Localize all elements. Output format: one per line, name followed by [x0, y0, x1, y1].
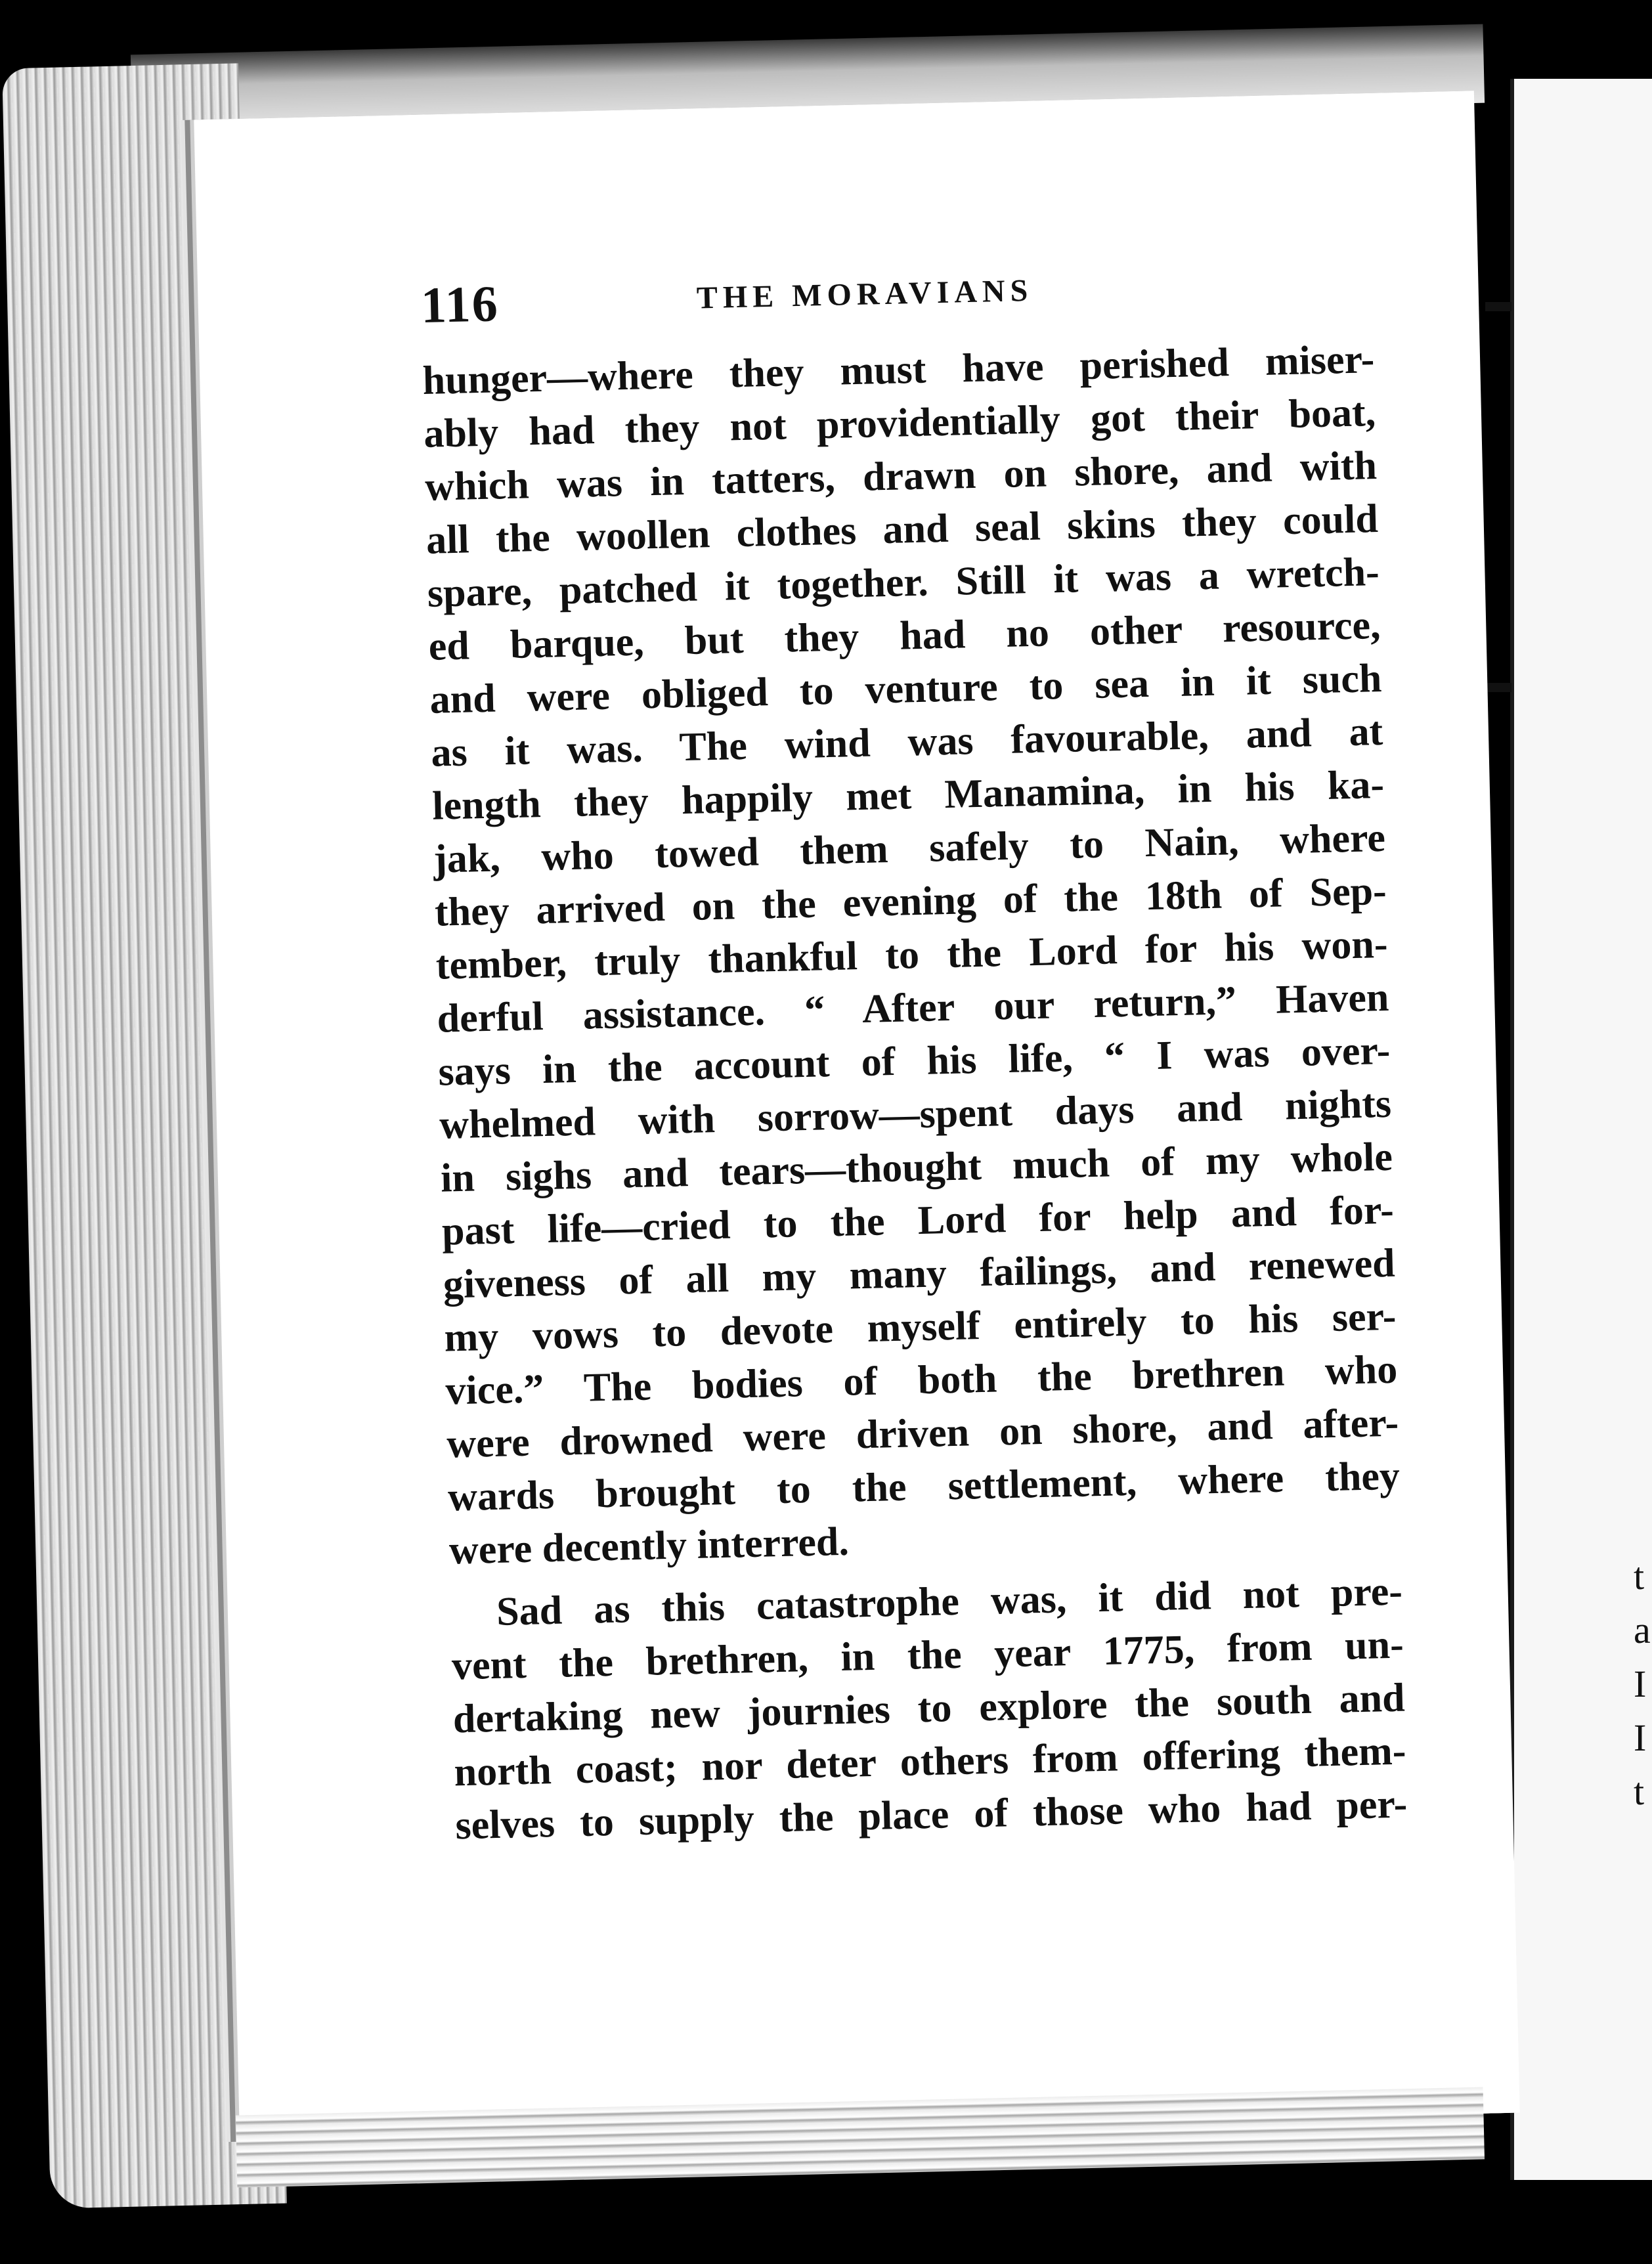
text-line: whelmed with sorrow—spent days and nights — [439, 1081, 1392, 1148]
text-line: all the woollen clothes and seal skins they could — [425, 496, 1379, 563]
running-head: THE MORAVIANS — [696, 272, 1033, 316]
binding-mark-middle — [1485, 683, 1511, 692]
text-line: my vows to devote myself entirely to his ser- — [443, 1294, 1397, 1361]
text-line: north coast; nor deter others from offering them- — [453, 1728, 1407, 1795]
text-line: vice.” The bodies of both the brethren who — [445, 1347, 1398, 1414]
page-number: 116 — [420, 274, 500, 334]
binding-mark-top — [1485, 302, 1511, 311]
text-line: dertaking new journies to explore the south and — [452, 1675, 1406, 1742]
body-text — [422, 333, 1408, 1852]
text-line: jak, who towed them safely to Nain, where — [433, 815, 1386, 882]
text-line: spare, patched it together. Still it was a wretch- — [427, 549, 1380, 616]
text-line: past life—cried to the Lord for help and for- — [441, 1187, 1395, 1254]
paragraph — [422, 333, 1402, 1577]
text-line: were decently interred. — [448, 1519, 850, 1573]
text-line: they arrived on the evening of the 18th of Sep- — [434, 868, 1387, 935]
text-line: and were obliged to venture to sea in it such — [429, 655, 1383, 722]
text-line: which was in tatters, drawn on shore, and with — [424, 443, 1378, 510]
text-line: Sad as this catastrophe was, it did not pre- — [496, 1569, 1403, 1634]
text-line: were drowned were driven on shore, and after- — [446, 1400, 1399, 1467]
text-line: as it was. The wind was favourable, and at — [430, 708, 1383, 775]
facing-page-letter: t — [1634, 1770, 1645, 1813]
text-line: selves to supply the place of those who had per- — [454, 1781, 1408, 1848]
facing-page-letter: t — [1634, 1555, 1645, 1598]
text-line: says in the account of his life, “ I was over- — [437, 1028, 1391, 1095]
facing-page — [1510, 79, 1652, 2180]
text-line: derful assistance. “ After our return,” Haven — [436, 974, 1390, 1041]
text-line: in sighs and tears—thought much of my whole — [440, 1134, 1393, 1201]
facing-page-letter: I — [1634, 1663, 1647, 1705]
text-line: length they happily met Manamina, in his ka- — [431, 762, 1385, 829]
page-text-block — [420, 254, 1408, 1852]
paragraph — [450, 1565, 1408, 1853]
text-line: giveness of all my many failings, and renewed — [443, 1240, 1396, 1307]
text-line: tember, truly thankful to the Lord for his won- — [435, 921, 1389, 988]
text-line: ed barque, but they had no other resource, — [428, 602, 1381, 669]
facing-page-letter: I — [1634, 1716, 1647, 1759]
text-line: ably had they not providentially got their boat, — [423, 390, 1376, 456]
facing-page-text — [1634, 1550, 1652, 1819]
text-line: wards brought to the settlement, where they — [447, 1453, 1401, 1520]
text-line: vent the brethren, in the year 1775, from un- — [451, 1622, 1404, 1689]
text-line: hunger—where they must have perished miser- — [422, 337, 1376, 403]
facing-page-letter: a — [1634, 1609, 1651, 1651]
